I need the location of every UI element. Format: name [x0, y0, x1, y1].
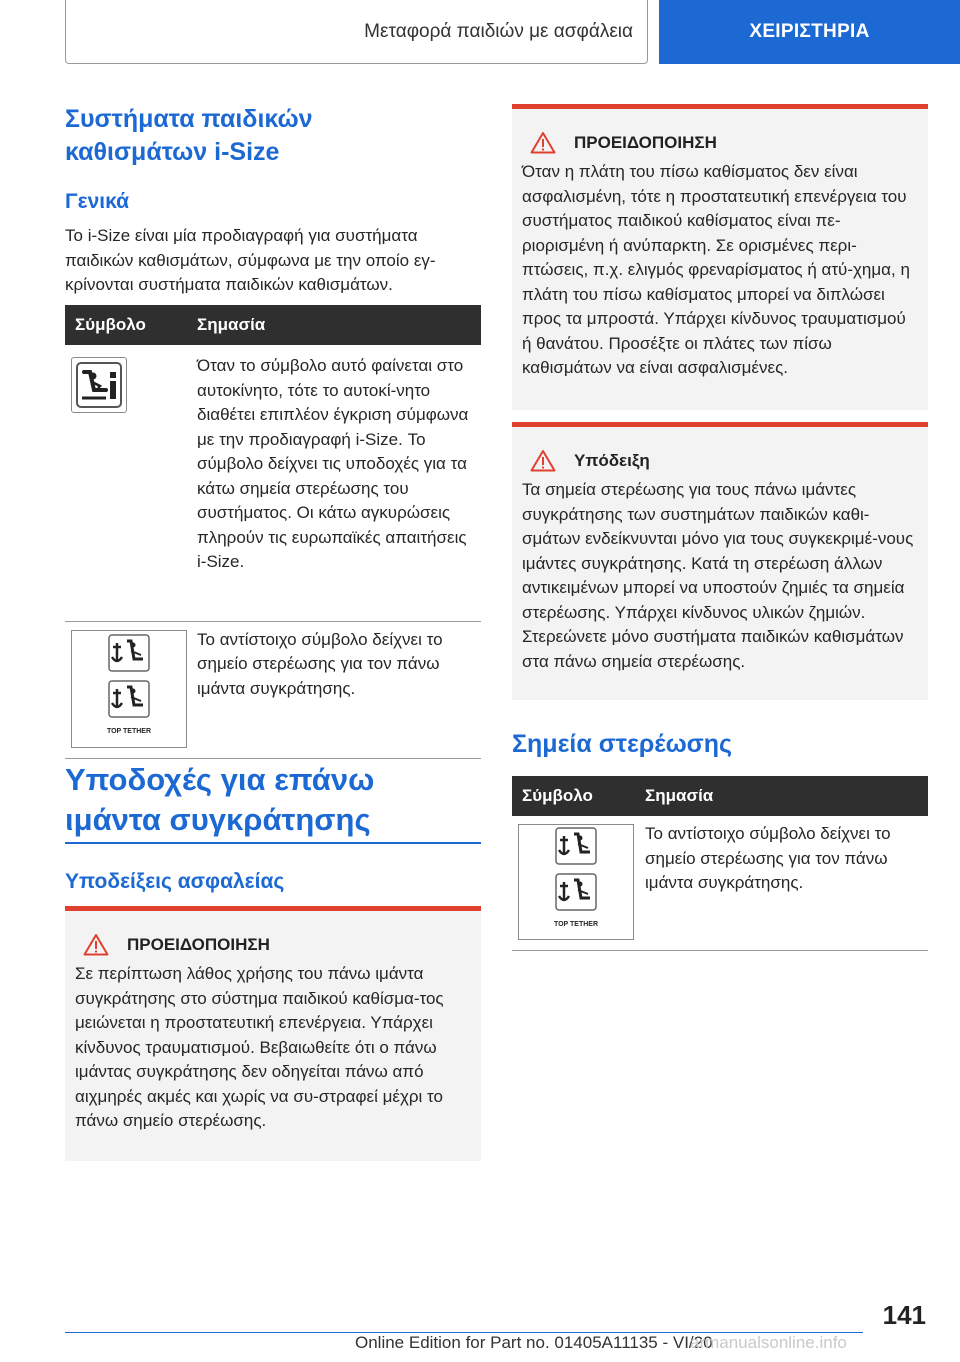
row-meaning: Το αντίστοιχο σύμβολο δείχνει το σημείο στερέωσης για τον πάνω ιμάντα συγκράτησης. [635, 816, 928, 950]
top-tether-label: TOP TETHER [106, 727, 152, 735]
warning-box [65, 906, 481, 1161]
table-row [65, 621, 481, 758]
table-row [512, 816, 928, 950]
note-title: Υπόδειξη [574, 450, 650, 470]
warning-text: Σε περίπτωση λάθος χρήσης του πάνω ιμάντα συγκράτησης στο σύστημα παιδικού καθίσμα-τος μειώνεται η προστατευτική επενέργεια. Υπάρχει κίνδυνος τραυματισμού. Βεβαιωθείτε ότι ο πάνω ιμάντας συγκράτησης δεν οδηγείται πάνω από αιχμηρές ακμές και χωρίς να συ-στραφεί μέχρι το πάνω σημείο στερέωσης. [75, 964, 444, 1130]
anchor-symbol-table [512, 776, 928, 951]
warning-box [512, 104, 928, 410]
row-meaning: Το αντίστοιχο σύμβολο δείχνει το σημείο στερέωσης για τον πάνω ιμάντα συγκράτησης. [187, 621, 481, 758]
warning-title: ΠΡΟΕΙΔΟΠΟΙΗΣΗ [574, 132, 717, 152]
table-header-meaning: Σημασία [635, 776, 928, 816]
isize-seat-icon [71, 357, 127, 413]
warning-title: ΠΡΟΕΙΔΟΠΟΙΗΣΗ [127, 934, 270, 954]
safety-heading: Υποδείξεις ασφαλείας [65, 870, 285, 893]
watermark: armanualsonline.info [690, 1333, 847, 1352]
edition-text: Online Edition for Part no. 01405A11135 - VI/20 [355, 1333, 713, 1352]
warning-text: Όταν η πλάτη του πίσω καθίσματος δεν είναι ασφαλισμένη, τότε η προστατευτική επενέργεια του συστήματος παιδικού καθίσματος είναι πε-ριορισμένη ή ανύπαρκτη. Σε ορισμένες περι-πτώσεις, π.χ. ελιγμός φρεναρίσματος ή ατύ-χημα, η πλάτη του πίσω καθίσματος μπορεί να διπλώσει προς τα μπροστά. Υπάρχει κίνδυνος τραυματισμού ή θανάτου. Προσέξτε οι πλάτες των πίσω καθισμάτων να είναι ασφαλισμένες. [522, 162, 910, 377]
top-tether-section-title: Υποδοχές για επάνω ιμάντα συγκράτησης [65, 760, 481, 844]
isize-title: Συστήματα παιδικών καθισμάτων i-Size [65, 105, 313, 166]
note-text: Τα σημεία στερέωσης για τους πάνω ιμάντες συγκράτησης των συστημάτων παιδικών καθι-σμάτων ενδείκνυνται μόνο για τους συγκεκριμέ-νους ιμάντες συγκράτησης. Κατά τη στερέωση άλλων αντικειμένων μπορεί να υποστούν ζημιές τα σημεία στερέωσης. Υπάρχει κίνδυνος υλικών ζημιών. Στερεώνετε μόνο συστήματα παιδικών καθισμάτων στα πάνω σημεία στερέωσης. [522, 480, 914, 671]
row-meaning: Όταν το σύμβολο αυτό φαίνεται στο αυτοκίνητο, τότε το αυτοκί-νητο διαθέτει επιπλέον έγκριση σύμφωνα με την προδιαγραφή i-Size. Το σύμβολο δείχνει τις υποδοχές για τα κάτω σημεία στερέωσης του συστήματος. Οι κάτω αγκυρώσεις πληρούν τις ευρωπαϊκές απαιτήσεις i-Size. [187, 345, 481, 621]
table-header-symbol: Σύμβολο [65, 305, 187, 345]
general-heading: Γενικά [65, 190, 130, 213]
warning-triangle-icon [83, 933, 109, 956]
isize-symbol-table [65, 305, 481, 759]
section-title: Μεταφορά παιδιών με ασφάλεια [65, 0, 648, 64]
table-header-symbol: Σύμβολο [512, 776, 635, 816]
general-text: Το i-Size είναι μία προδιαγραφή για συστήματα παιδικών καθισμάτων, σύμφωνα με την οποίο εγ-κρίνονται συστήματα παιδικών καθισμάτων. [65, 226, 436, 294]
table-header-meaning: Σημασία [187, 305, 481, 345]
warning-triangle-icon [530, 131, 556, 154]
top-tether-icon [518, 824, 634, 940]
top-tether-label: TOP TETHER [553, 921, 599, 929]
chapter-tab: ΧΕΙΡΙΣΤΗΡΙΑ [659, 0, 960, 64]
page-number: 141 [882, 1300, 926, 1330]
note-triangle-icon [530, 449, 556, 472]
anchor-heading: Σημεία στερέωσης [512, 730, 733, 758]
page-header [0, 0, 960, 66]
table-row [65, 345, 481, 621]
top-tether-icon [71, 630, 187, 748]
note-box [512, 422, 928, 700]
